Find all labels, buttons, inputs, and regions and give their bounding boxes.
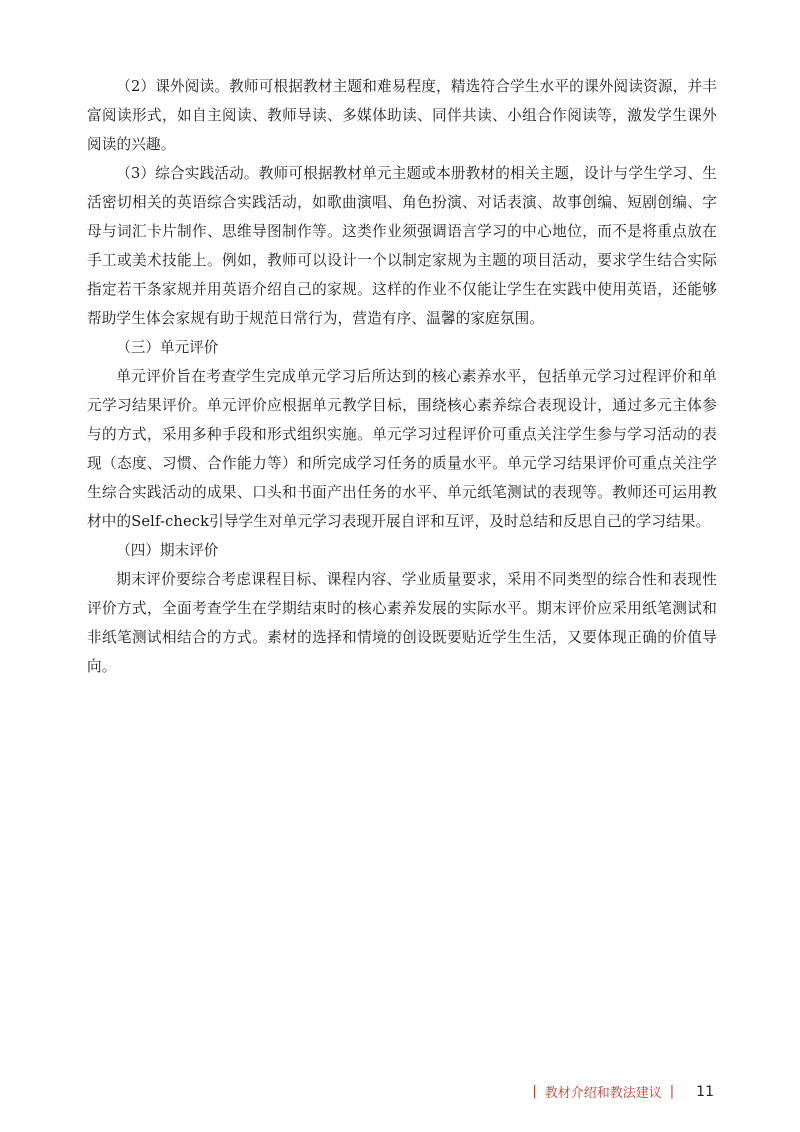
- heading-unit-evaluation: （三）单元评价: [116, 339, 219, 356]
- page-footer: [532, 1082, 714, 1101]
- paragraph-final-evaluation: 期末评价要综合考虑课程目标、课程内容、学业质量要求，采用不同类型的综合性和表现性评价方式，全面考查学生在学期结束时的核心素养发展的实际水平。期末评价应采用纸笔测试和非纸笔测试相结合的方式。素材的选择和情境的创设既要贴近学生生活，又要体现正确的价值导向。: [87, 571, 717, 675]
- paragraph-extracurricular-reading: （2）课外阅读。教师可根据教材主题和难易程度，精选符合学生水平的课外阅读资源，并丰富阅读形式，如自主阅读、教师导读、多媒体助读、同伴共读、小组合作阅读等，激发学生课外阅读的兴趣。: [87, 78, 717, 153]
- footer-separator-right: |: [669, 1084, 675, 1099]
- page-body: [87, 72, 717, 681]
- heading-final-evaluation: （四）期末评价: [116, 542, 219, 559]
- footer-section-label: 教材介绍和教法建议: [544, 1086, 662, 1101]
- paragraph-practice-activities: （3）综合实践活动。教师可根据教材单元主题或本册教材的相关主题，设计与学生学习、生活密切相关的英语综合实践活动，如歌曲演唱、角色扮演、对话表演、故事创编、短剧创编、字母与词汇卡片制作、思维导图制作等。这类作业须强调语言学习的中心地位，而不是将重点放在手工或美术技能上。例如，教师可以设计一个以制定家规为主题的项目活动，要求学生结合实际指定若干条家规并用英语介绍自己的家规。这样的作业不仅能让学生在实践中使用英语，还能够帮助学生体会家规有助于规范日常行为，营造有序、温馨的家庭氛围。: [87, 165, 717, 327]
- page-number: 11: [696, 1083, 714, 1100]
- paragraph-unit-evaluation: 单元评价旨在考查学生完成单元学习后所达到的核心素养水平，包括单元学习过程评价和单元学习结果评价。单元评价应根据单元教学目标，围绕核心素养综合表现设计，通过多元主体参与的方式，采用多种手段和形式组织实施。单元学习过程评价可重点关注学生参与学习活动的表现（态度、习惯、合作能力等）和所完成学习任务的质量水平。单元学习结果评价可重点关注学生综合实践活动的成果、口头和书面产出任务的水平、单元纸笔测试的表现等。教师还可运用教材中的Self-check引导学生对单元学习表现开展自评和互评，及时总结和反思自己的学习结果。: [87, 368, 717, 530]
- footer-separator-left: |: [532, 1084, 537, 1099]
